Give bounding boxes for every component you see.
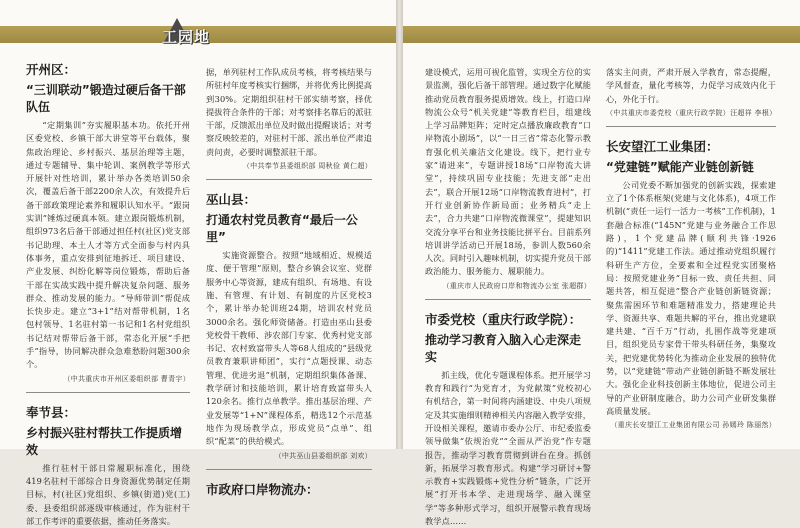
section-logo [160, 14, 220, 52]
article-region: 市政府口岸物流办： [206, 481, 319, 497]
article-body: 抓主线，优化专题课程体系。把开展学习教育和践行“为党育才，为党献策”党校初心有机结合，第一时间将内涵建设、中央八项规定及其实施细则精神相关内容融入教学安排，开设相关课程，邀请市委办公厅、市纪委监委领导做集“依规治党”“全面从严治党”作专题报告，推动学习教育贯彻到讲台在身。抓创新，拓展学习教育形式。构建“学习研讨+警示教育+实践锻炼+党性分析”链条，广泛开展“打开书本学、走进现场学、融入课堂学”等多种形式学习，组织开展警示教育现场教学点…… [425, 369, 591, 527]
divider [26, 392, 190, 393]
header-band [403, 26, 800, 43]
article-region: 市委党校（重庆行政学院）： [425, 311, 582, 327]
article-region: 开州区： [26, 62, 77, 77]
article-title: 乡村振兴驻村帮扶工作提质增效 [26, 425, 183, 457]
divider [425, 299, 591, 300]
article-title: “三训联动”锻造过硬后备干部队伍 [26, 83, 186, 114]
divider [206, 179, 372, 180]
article-region: 巫山县： [206, 192, 257, 208]
article-body: 公司党委不断加强党的创新实践，探索建立了1个体系框架(党建与文化体系)，4项工作机制(“责任一运行一活力一考核”工作机制)，1套融合标准(“145N”党建与业务融合工作思路)，1个党建品牌(顺利共锋·1926的)“1411”党建工作法。通过推动党组织履行科研生产方位，全要素和全过程党实团聚格局：按照党建业务“目标一致、责任共担、同题共答，相互促进”整合产业链创新链资源；聚焦需困环节和难题精准发力，搭建理论共学、资源共享、难题共解的平台，推出党建联建共建、“百千万”行动，扎围作战等党建项目，组织党员专家骨干带头科研任务，集聚攻关，把党建优势转化为推动企业发展的独特优势，以“党建链”带动产业链创新链不断发展壮大。强化企业科技创新主体地位，促进公司主导的产业研制度融合，助力公司产业研发集群高质量发展。 [606, 179, 776, 416]
page-gutter [396, 0, 403, 449]
article-body: 据，单列驻村工作队成员考核，将考核结果与所驻村年度考核实行捆绑，并将优秀比例提高到30%。定期组织驻村干部实绩考察，择优提拔符合条件的干部；对考察排名靠后的派驻干部，反馈派出单位及时做出提醒谈话；对考察反映较差的，对驻村干部、派出单位严肃追责问责，必要时调整派驻干部。 [206, 67, 372, 157]
article-source: （中共奉节县委组织部 周秋俭 黄仁超） [242, 162, 372, 171]
divider [206, 469, 372, 470]
article-source: （重庆市人民政府口岸和物流办公室 张超群） [442, 281, 591, 290]
article-title: “党建链”赋能产业链创新链 [606, 159, 754, 174]
article-body: “定期集训”夯实履职基本功。依托开州区委党校、乡镇干部大讲堂等平台载体，聚焦政治理论、乡村振兴、基层治理等主题，通过专题辅导、集中轮训、案例教学等形式开展针对性培训，累计举办各类培训50余次，覆盖后备干部2200余人次，有效提升后备干部政策理论素养和履职认知水平。“跟岗实训”锤炼过硬真本领。建立跟岗锻炼机制，组织973名后备干部通过担任村(社区)党支部书记助理、本土人才等方式全面参与村内具体事务，重点安排到征地拆迁、项目建设、产业发展、纠纷化解等岗位锻炼，帮助后备干部在实战实践中提升解决复杂问题、服务群众、推动发展的能力。“导师带训”帮促成长快步走。建立“3+1”结对帮带机制，1名包村领导、1名驻村第一书记和1名村党组织书记结对帮带后备干部，常态化开展“手把手”指导，协同解决群众急难愁盼问题300余个。 [26, 120, 190, 370]
divider [606, 126, 776, 127]
article-body: 建设模式，运用可视化监管，实现全方位的实景监测，强化后备干部管理。通过数字化赋能推动党员教育服务提质增效。线上，打造口岸物流公众号“机关党建”等教育栏目，组建线上学习品牌矩阵；定时定点播放廉政教育“口岸物流小剧场”，以“一日三省”常态化警示教育强化机关廉洁文化建设。线下，把行业专家“请进来”，专题讲授18场“口岸物流大讲堂”，持续巩固专业技能；先进支部“走出去”，联合开展12场“口岸物流教育进村”，打开行业创新协作新局面；业务精兵“走上去”，合力共建“口岸物流微课堂”，提建知识交流分享平台和业务技能比拼平台。目前系列培训讲学活动已开展18场，参训人数560余人次。同时引入趣味机制，切实提升党员干部政治能力、服务能力、履职能力。 [425, 67, 591, 277]
article-title: 推动学习教育入脑入心走深走实 [425, 332, 582, 364]
article-body: 推行驻村干部日常履职标准化，围绕419名驻村干部综合日身资源优势制定任期目标，村(社区)党组织、乡镇(街道)党(工)委、县委组织部逐级审核通过，作为驻村干部工作考评的重要依据，推动任务落实。 [26, 462, 190, 526]
article-region: 长安望江工业集团： [606, 138, 719, 154]
article-title: 打通农村党员教育“最后一公里” [206, 213, 358, 245]
article-body: 实施资源整合。按照“地域相近、规模适度、便于管理”原则，整合乡镇会议室、党群服务中心等资源，建成有组织、有场地、有设施、有管理、有计划、有制度的片区党校3个，累计举办轮训班24期，培训农村党员3000余名。强化师资储备。打造由巫山县委党校骨干教师、涉农部门专家、优秀村党支部书记、农村致富带头人等68人组成的“县级党员教育兼职讲师团”，实行“点题授课、动态管理、优进劣退”机制，定期组织集体备课、教学研讨和技能培训，累计培育致富带头人120余名。推行点单教学。推出基层治理、产业发展等“1+N”课程体系，精选12个示范基地作为现场教学点，形成党员“点单”、组织“配菜”的供给模式。 [206, 250, 372, 447]
article-region: 奉节县： [26, 404, 77, 420]
article-source: （重庆长安望江工业集团有限公司 孙嫣玲 陈丽然） [610, 421, 776, 430]
left-page [0, 0, 396, 526]
right-page [403, 0, 800, 527]
article-source: （中共重庆市委党校（重庆行政学院）汪超祥 李根） [606, 108, 777, 117]
article-source: （中共巫山县委组织部 刘欢） [274, 451, 372, 460]
section-label: 工园地 [162, 28, 211, 46]
right-column-2 [606, 66, 776, 430]
article-source: （中共重庆市开州区委组织部 曹青宇） [63, 374, 190, 383]
left-column-1 [26, 60, 190, 528]
right-column-1 [425, 66, 591, 528]
left-column-2 [206, 66, 372, 498]
article-body: 落实主问责，严肃开展入学教育，常态提醒，学风督查，量化考核等，力促学习成效内化于心，外化于行。 [606, 67, 776, 104]
